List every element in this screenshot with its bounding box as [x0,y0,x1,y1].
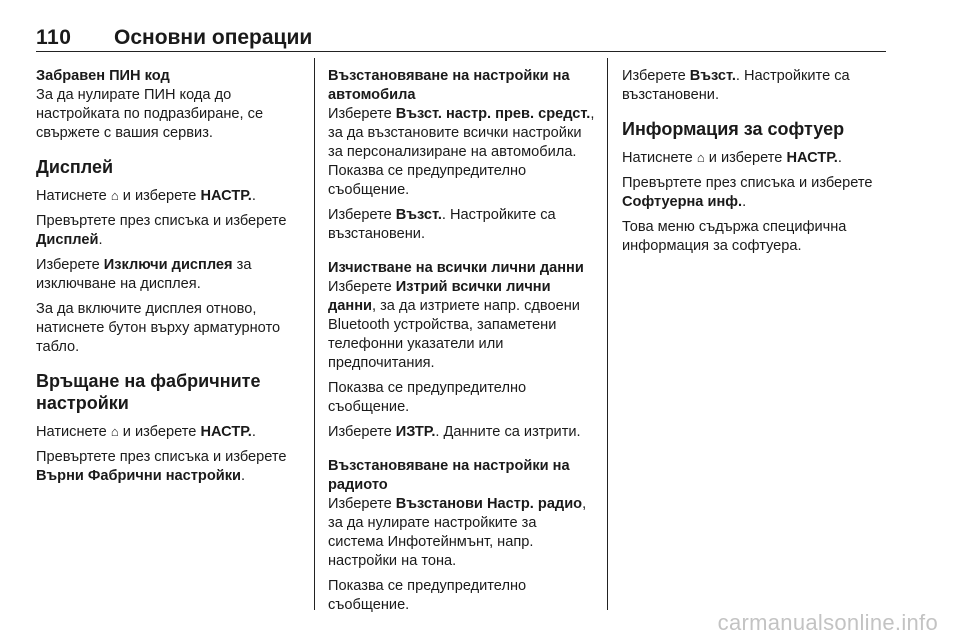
paragraph: Натиснете ⌂ и изберете НАСТР.. [622,150,842,166]
paragraph: Превъртете през списъка и изберете Върни Фабрични настройки. [36,449,287,484]
paragraph: Натиснете ⌂ и изберете НАСТР.. [36,424,256,440]
header-divider [36,51,886,52]
section-title-forgotten-pin: Забравен ПИН код [36,68,170,84]
paragraph: Изберете Възст.. Настройките са възстановени. [622,68,850,103]
paragraph: За да включите дисплея отново, натиснете бутон върху арматурното табло. [36,301,281,355]
paragraph: Превъртете през списъка и изберете Дисплей. [36,213,287,248]
paragraph: Показва се предупредително съобщение. [328,380,527,415]
paragraph: Показва се предупредително съобщение. [328,578,527,613]
column-2 [328,56,596,615]
paragraph: Изберете Изтрий всички лични данни, за да изтриете напр. сдвоени Bluetooth устройства, запаметени телефонни указатели или предпочитания. [328,279,580,371]
page-number: 110 [36,26,72,49]
column-1 [36,56,298,486]
paragraph: Изберете Изключи дисплея за изключване на дисплея. [36,257,252,292]
paragraph: Изберете ИЗТР.. Данните са изтрити. [328,424,581,440]
heading-software-info: Информация за софтуер [622,119,845,139]
home-icon: ⌂ [696,150,705,165]
paragraph: Натиснете ⌂ и изберете НАСТР.. [36,188,256,204]
heading-display: Дисплей [36,157,114,177]
paragraph: Изберете Възст.. Настройките са възстановени. [328,207,556,242]
column-divider-2 [607,58,608,610]
page-title: Основни операции [114,26,313,49]
paragraph: Превъртете през списъка и изберете Софтуерна инф.. [622,175,873,210]
paragraph: Това меню съдържа специфична информация за софтуера. [622,219,847,254]
column-divider-1 [314,58,315,610]
column-3 [622,56,886,256]
home-icon: ⌂ [110,424,119,439]
section-title-vehicle-settings: Възстановяване на настройки на автомобила [328,68,570,103]
watermark: carmanualsonline.info [717,610,938,635]
paragraph: За да нулирате ПИН кода до настройката по подразбиране, се свържете с вашия сервиз. [36,87,264,141]
paragraph: Изберете Възстанови Настр. радио, за да нулирате настройките за система Инфотейнмънт, напр. настройки на тона. [328,496,587,569]
section-title-clear-personal-data: Изчистване на всички лични данни [328,260,584,276]
home-icon: ⌂ [110,188,119,203]
heading-factory-reset: Връщане на фабричните настройки [36,371,261,413]
page-header [36,26,886,50]
paragraph: Изберете Възст. настр. прев. средст., за да възстановите всички настройки за персонализиране на автомобила. Показва се предупредително съобщение. [328,106,595,198]
section-title-radio-settings: Възстановяване на настройки на радиото [328,458,570,493]
